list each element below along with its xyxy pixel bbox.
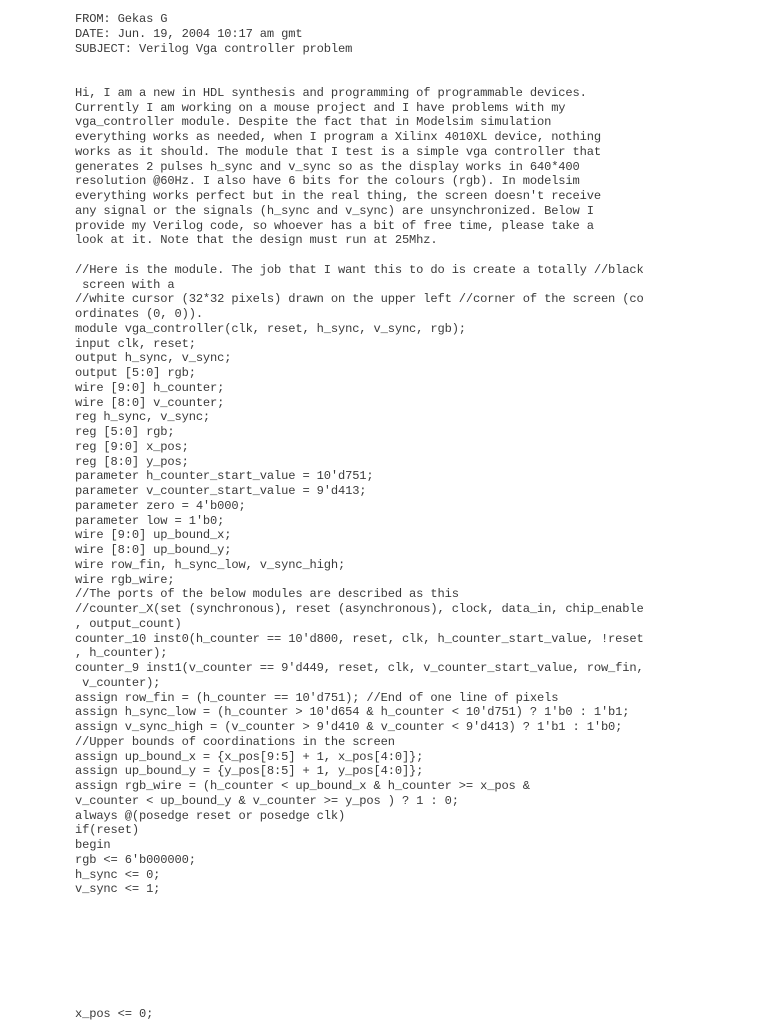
- body-line: works as it should. The module that I test is a simple vga controller that: [75, 144, 601, 159]
- body-line: Hi, I am a new in HDL synthesis and programming of programmable devices.: [75, 85, 587, 100]
- body-line: vga_controller module. Despite the fact that in Modelsim simulation: [75, 115, 552, 130]
- header-from: FROM: Gekas G: [75, 12, 168, 26]
- code-line: ordinates (0, 0)).: [75, 307, 203, 321]
- body-line: look at it. Note that the design must run at 25Mhz.: [75, 233, 438, 248]
- document-page: [75, 12, 755, 897]
- code-line: //white cursor (32*32 pixels) drawn on the upper left //corner of the screen (co: [75, 292, 644, 307]
- code-line: counter_10 inst0(h_counter == 10'd800, reset, clk, h_counter_start_value, !reset: [75, 631, 644, 646]
- body-line: generates 2 pulses h_sync and v_sync so as the display works in 640*400: [75, 159, 580, 174]
- code-line: if(reset): [75, 823, 139, 838]
- code-line: wire [8:0] v_counter;: [75, 395, 225, 410]
- code-line: wire [9:0] h_counter;: [75, 380, 225, 395]
- body-line: provide my Verilog code, so whoever has a bit of free time, please take a: [75, 218, 594, 233]
- message-body: [75, 86, 755, 248]
- code-line: //Upper bounds of coordinations in the screen: [75, 734, 395, 749]
- code-line: parameter zero = 4'b000;: [75, 498, 246, 513]
- code-line: wire [8:0] up_bound_y;: [75, 543, 232, 557]
- code-line: assign rgb_wire = (h_counter < up_bound_x & h_counter >= x_pos &: [75, 779, 530, 793]
- code-line: parameter low = 1'b0;: [75, 513, 225, 528]
- code-line: v_sync <= 1;: [75, 882, 161, 897]
- code-line: h_sync <= 0;: [75, 867, 161, 882]
- code-line: wire [9:0] up_bound_x;: [75, 528, 232, 543]
- code-line: v_counter);: [75, 675, 161, 690]
- body-line: everything works as needed, when I program a Xilinx 4010XL device, nothing: [75, 130, 601, 144]
- code-line: parameter h_counter_start_value = 10'd751;: [75, 469, 374, 484]
- code-line: begin: [75, 838, 111, 852]
- body-line: any signal or the signals (h_sync and v_sync) are unsynchronized. Below I: [75, 203, 594, 218]
- code-line: //The ports of the below modules are described as this: [75, 587, 459, 602]
- code-line: output [5:0] rgb;: [75, 366, 196, 380]
- code-line: //counter_X(set (synchronous), reset (asynchronous), clock, data_in, chip_enable: [75, 602, 644, 616]
- code-line: module vga_controller(clk, reset, h_sync, v_sync, rgb);: [75, 321, 466, 336]
- code-line: rgb <= 6'b000000;: [75, 852, 196, 867]
- code-listing: [75, 263, 755, 897]
- code-line: assign up_bound_x = {x_pos[9:5] + 1, x_pos[4:0]};: [75, 749, 424, 764]
- code-line: reg h_sync, v_sync;: [75, 410, 211, 425]
- code-line: reg [9:0] x_pos;: [75, 439, 189, 454]
- code-line: reg [5:0] rgb;: [75, 425, 175, 439]
- body-line: everything works perfect but in the real thing, the screen doesn't receive: [75, 189, 601, 203]
- code-line: parameter v_counter_start_value = 9'd413;: [75, 484, 367, 498]
- code-line: assign v_sync_high = (v_counter > 9'd410 & v_counter < 9'd413) ? 1'b1 : 1'b0;: [75, 720, 623, 734]
- code-line: input clk, reset;: [75, 336, 196, 351]
- body-line: Currently I am working on a mouse project and I have problems with my: [75, 100, 566, 115]
- code-line: reg [8:0] y_pos;: [75, 454, 189, 469]
- code-line: output h_sync, v_sync;: [75, 351, 232, 366]
- body-line: resolution @60Hz. I also have 6 bits for the colours (rgb). In modelsim: [75, 174, 580, 189]
- code-line: //Here is the module. The job that I want this to do is create a totally //black: [75, 262, 644, 277]
- code-line: assign up_bound_y = {y_pos[8:5] + 1, y_pos[4:0]};: [75, 764, 424, 779]
- code-line: screen with a: [75, 277, 175, 292]
- code-line: , h_counter);: [75, 646, 168, 661]
- header-spacer: [75, 56, 755, 86]
- code-line: wire row_fin, h_sync_low, v_sync_high;: [75, 557, 346, 572]
- code-line: always @(posedge reset or posedge clk): [75, 808, 346, 823]
- header-subject: SUBJECT: Verilog Vga controller problem: [75, 41, 353, 56]
- code-line: wire rgb_wire;: [75, 572, 175, 587]
- code-line: assign h_sync_low = (h_counter > 10'd654 & h_counter < 10'd751) ? 1'b0 : 1'b1;: [75, 705, 630, 720]
- body-spacer: [75, 248, 755, 263]
- code-line-tail: x_pos <= 0;: [75, 1007, 154, 1021]
- header-date: DATE: Jun. 19, 2004 10:17 am gmt: [75, 26, 303, 41]
- code-line: assign row_fin = (h_counter == 10'd751); //End of one line of pixels: [75, 690, 559, 705]
- code-line: , output_count): [75, 616, 182, 631]
- code-line: v_counter < up_bound_y & v_counter >= y_pos ) ? 1 : 0;: [75, 793, 459, 808]
- code-line: counter_9 inst1(v_counter == 9'd449, reset, clk, v_counter_start_value, row_fin,: [75, 661, 644, 675]
